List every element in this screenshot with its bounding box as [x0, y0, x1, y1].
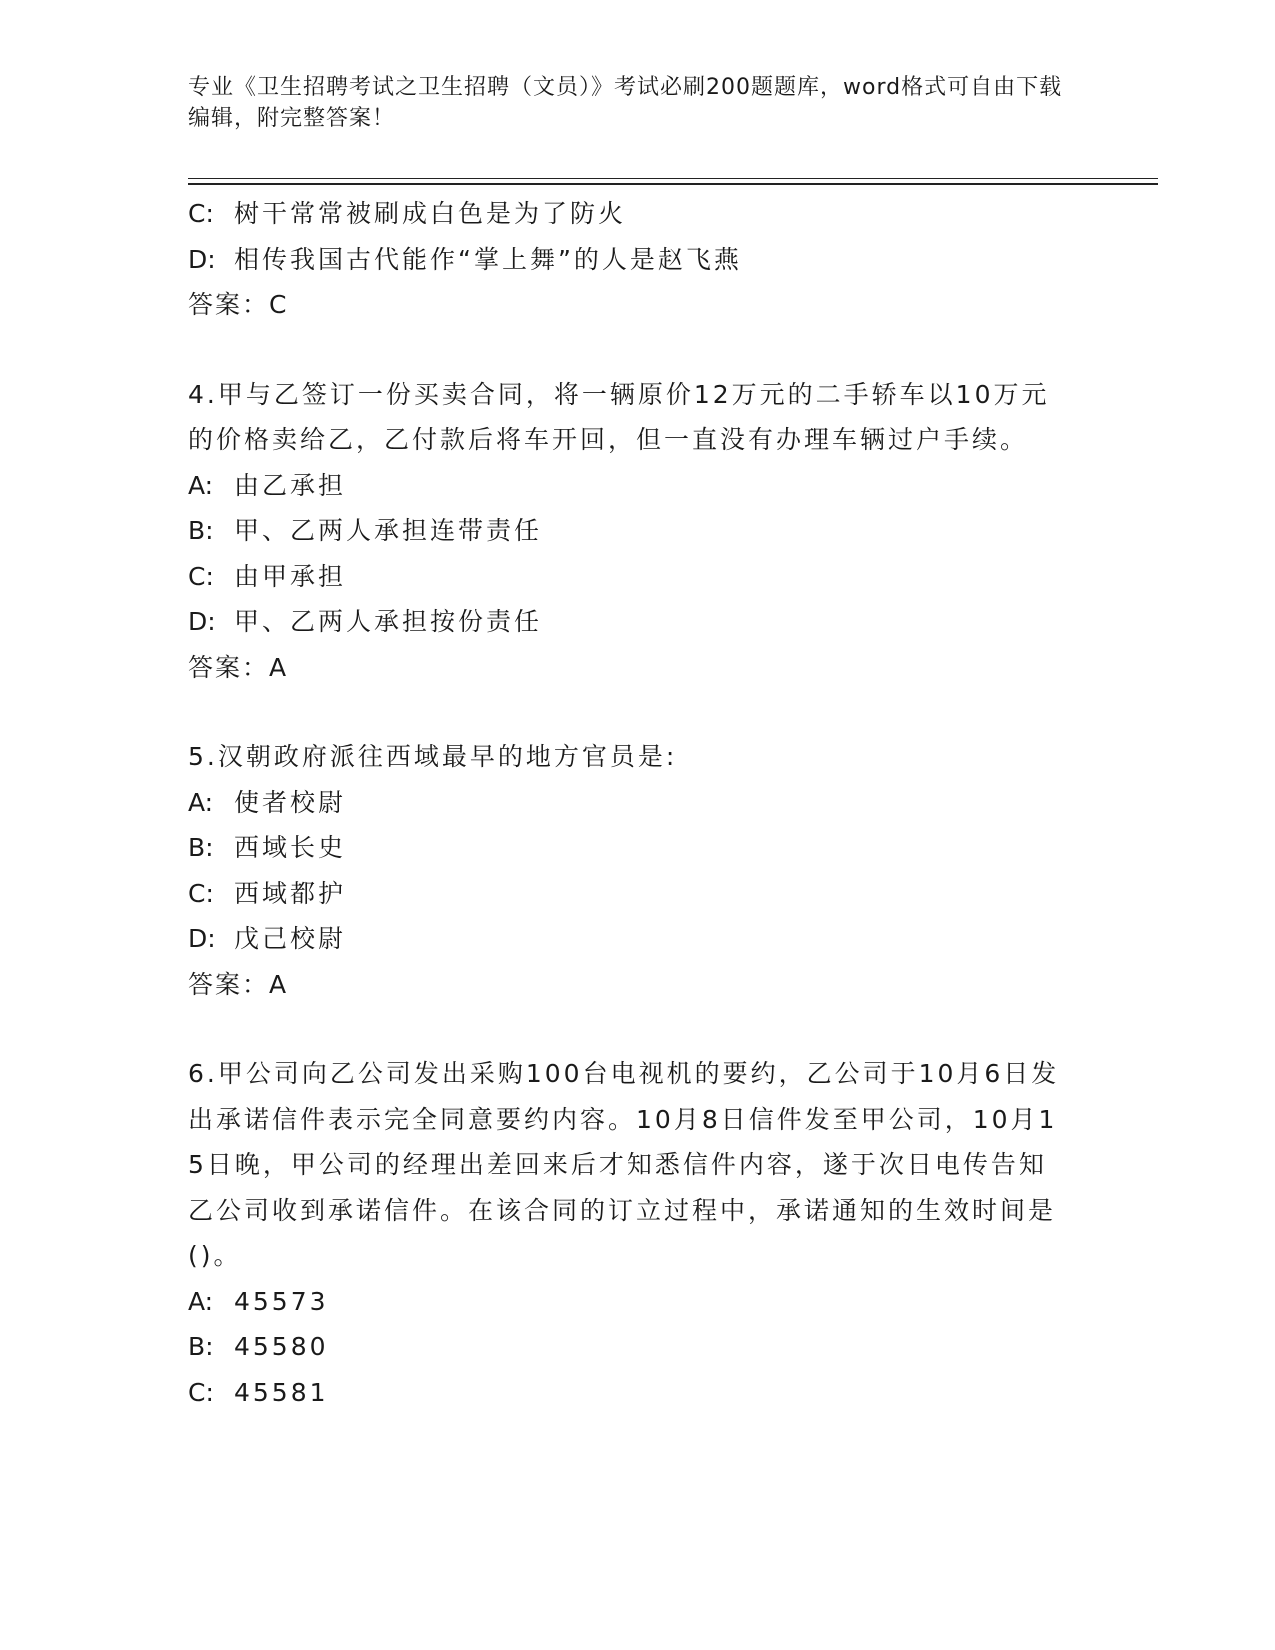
option-label: D:: [188, 244, 216, 274]
answer: 答案：A: [188, 652, 289, 682]
option-label: A:: [188, 470, 214, 500]
option-label: C:: [188, 878, 214, 908]
header-rule-thin: [188, 178, 1158, 179]
option-text: 使者校尉: [234, 787, 347, 817]
question-text: 5.汉朝政府派往西域最早的地方官员是:: [188, 742, 678, 771]
document-header: 专业《卫生招聘考试之卫生招聘（文员）》考试必刷200题题库，word格式可自由下载编辑，附完整答案！: [188, 75, 1063, 131]
answer: 答案：C: [188, 290, 289, 319]
question-text: 4.甲与乙签订一份买卖合同，将一辆原价12万元的二手轿车以10万元的价格卖给乙，乙付款后将车开回，但一直没有办理车辆过户手续。: [188, 379, 1050, 454]
option-text: 45573: [234, 1286, 329, 1316]
option-text: 甲、乙两人承担按份责任: [234, 607, 543, 636]
option-text: 树干常常被刷成白色是为了防火: [234, 199, 627, 228]
question-text: 6.甲公司向乙公司发出采购100台电视机的要约，乙公司于10月6日发出承诺信件表示完全同意要约内容。10月8日信件发至甲公司，10月15日晚，甲公司的经理出差回来后才知悉信件内容，遂于次日电传告知乙公司收到承诺信件。在该合同的订立过程中，承诺通知的生效时间是()。: [188, 1059, 1060, 1270]
question-6: [188, 1051, 1068, 1415]
option-text: 相传我国古代能作“掌上舞”的人是赵飞燕: [234, 244, 742, 274]
option-text: 西域长史: [234, 833, 347, 862]
option-label: D:: [188, 924, 216, 953]
header-rule-thick: [188, 183, 1158, 185]
option-label: C:: [188, 199, 214, 228]
option-c: [188, 191, 1068, 237]
option-b: [188, 1324, 1068, 1370]
option-label: A:: [188, 1286, 214, 1316]
option-label: A:: [188, 787, 214, 817]
option-a: [188, 1279, 1068, 1325]
option-b: [188, 508, 1068, 554]
option-label: D:: [188, 607, 216, 636]
option-c: [188, 554, 1068, 600]
option-c: [188, 871, 1068, 917]
option-a: [188, 463, 1068, 509]
option-d: [188, 237, 1068, 283]
answer: 答案：A: [188, 969, 289, 999]
option-text: 西域都护: [234, 878, 347, 908]
option-label: B:: [188, 1332, 214, 1361]
option-d: [188, 599, 1068, 645]
option-c: [188, 1370, 1068, 1416]
spacer: [188, 690, 1068, 734]
question-5: [188, 734, 1068, 1007]
option-d: [188, 916, 1068, 962]
question-content: [188, 191, 1068, 1415]
option-label: B:: [188, 516, 214, 545]
prev-question: [188, 191, 1068, 328]
option-b: [188, 825, 1068, 871]
option-label: C:: [188, 561, 214, 591]
option-text: 45581: [234, 1377, 329, 1407]
option-text: 甲、乙两人承担连带责任: [234, 516, 543, 545]
spacer: [188, 328, 1068, 372]
option-text: 由乙承担: [234, 470, 347, 500]
option-label: C:: [188, 1377, 214, 1407]
option-text: 由甲承担: [234, 561, 347, 591]
question-4: [188, 372, 1068, 691]
option-label: B:: [188, 833, 214, 862]
option-text: 45580: [234, 1332, 329, 1361]
spacer: [188, 1007, 1068, 1051]
option-text: 戊己校尉: [234, 924, 347, 953]
option-a: [188, 780, 1068, 826]
